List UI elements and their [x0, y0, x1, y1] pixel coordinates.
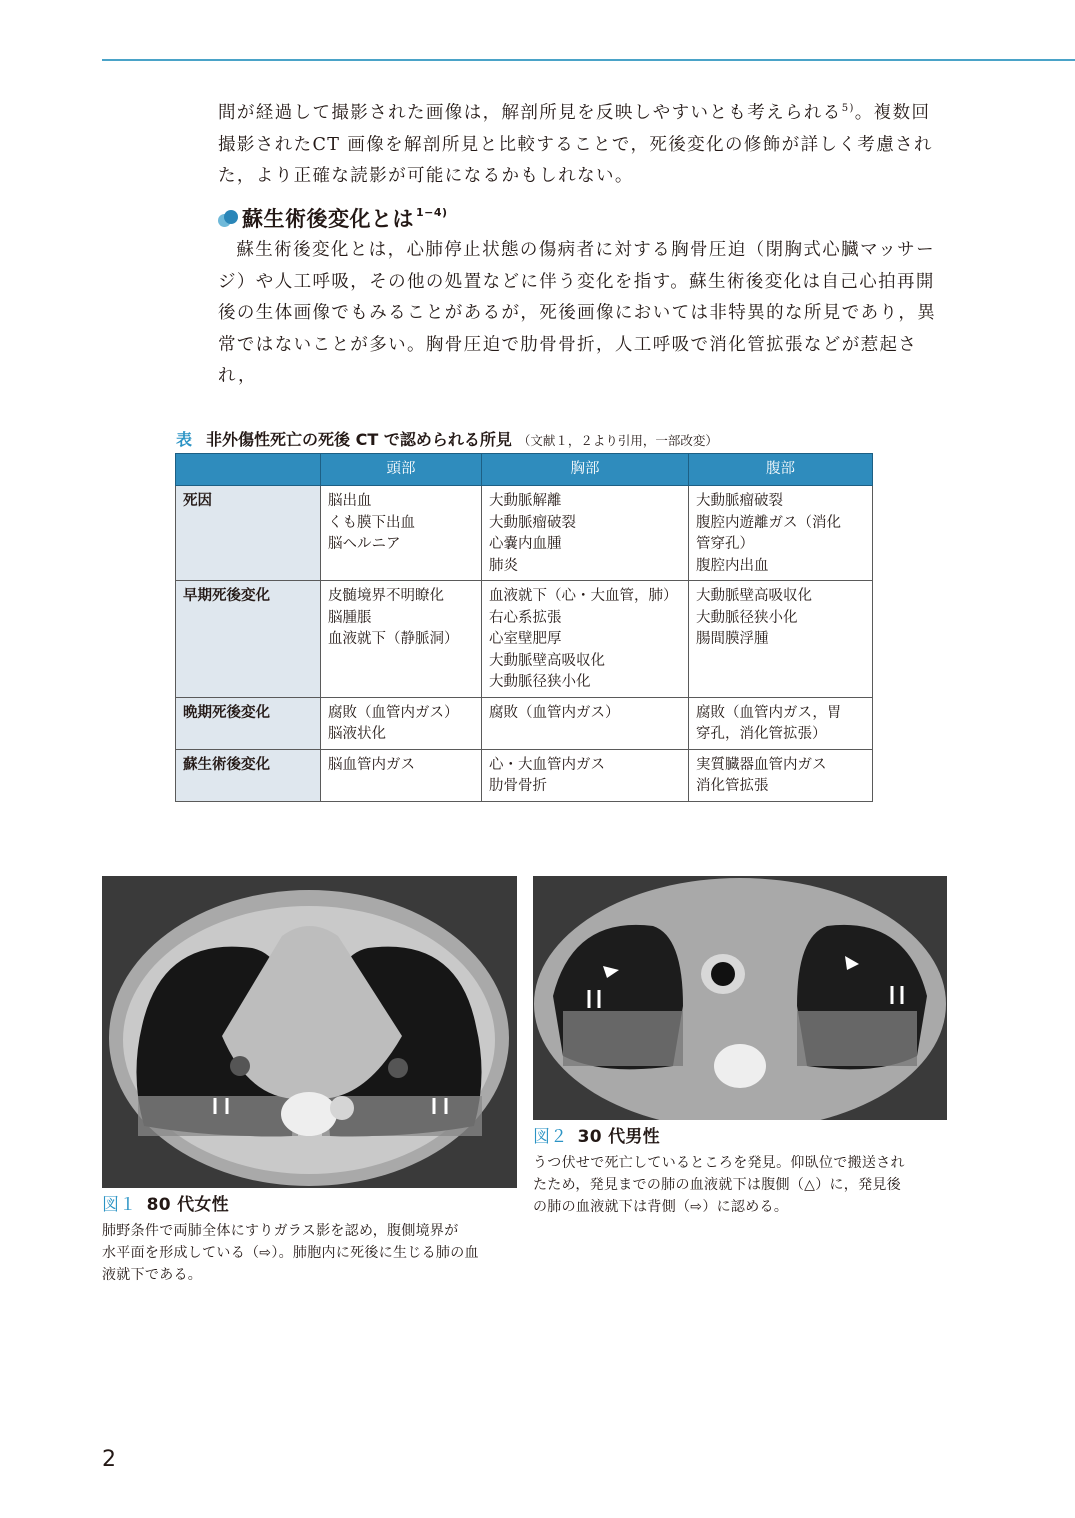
para1-line3: た，より正確な読影が可能になるかもしれない。	[218, 166, 634, 186]
cell-line: くも膜下出血	[328, 514, 415, 531]
top-rule	[102, 59, 1075, 61]
cell-line: 血液就下（静脈洞）	[328, 631, 459, 647]
row-label: 晩期死後変化	[176, 697, 321, 749]
figure-1-caption-line: 水平面を形成している（⇨）。肺胞内に死後に生じる肺の血	[102, 1245, 479, 1261]
cell-line: 血液就下（心・大血管，肺）	[489, 588, 678, 604]
cell-line: 腹腔内遊離ガス（消化	[696, 514, 841, 531]
cell-head	[321, 581, 482, 698]
cell-head	[321, 486, 482, 581]
cell-line: 皮髄境界不明瞭化	[328, 588, 444, 604]
figure-2-caption	[533, 1126, 953, 1218]
header-chest: 胸部	[482, 454, 689, 486]
table-title: 非外傷性死亡の死後 CT で認められる所見	[206, 430, 512, 449]
section-title: 蘇生術後変化とは	[242, 207, 414, 231]
row-label: 死因	[176, 486, 321, 581]
para2-line2: ジ）や人工呼吸，その他の処置などに伴う変化を指す。蘇生術後変化は自己心拍再開	[218, 271, 935, 292]
cell-head	[321, 697, 482, 749]
cell-chest	[482, 749, 689, 801]
para1-line1: 間が経過して撮影された画像は，解剖所見を反映しやすいとも考えられる	[218, 103, 842, 123]
figure-1-number: 図１	[102, 1195, 137, 1215]
cell-head	[321, 749, 482, 801]
cell-line: 大動脈瘤破裂	[696, 493, 783, 509]
cell-line: 肺炎	[489, 557, 518, 574]
figure-2-ct-image	[533, 876, 947, 1120]
cell-abdomen	[689, 697, 873, 749]
cell-line: 脳液状化	[328, 726, 386, 742]
row-label: 蘇生術後変化	[176, 749, 321, 801]
figure-1-caption-line: 液就下である。	[102, 1267, 203, 1283]
figure-1-caption-line: 肺野条件で両肺全体にすりガラス影を認め，腹側境界が	[102, 1223, 459, 1239]
cell-line: 大動脈瘤破裂	[489, 514, 576, 531]
para1-line2: 撮影されたCT 画像を解剖所見と比較することで，死後変化の修飾が詳しく考慮され	[218, 134, 933, 155]
para2-line3: 後の生体画像でもみることがあるが，死後画像においては非特異的な所見であり，異	[218, 303, 937, 323]
body-paragraph-2	[218, 235, 946, 393]
cell-line: 腐敗（血管内ガス，胃	[696, 704, 842, 721]
cell-abdomen	[689, 486, 873, 581]
cell-chest	[482, 486, 689, 581]
cell-chest	[482, 581, 689, 698]
cell-line: 脳腫脹	[328, 609, 372, 626]
cell-line: 脳ヘルニア	[328, 536, 401, 552]
cell-line: 大動脈径狭小化	[489, 674, 591, 690]
cell-line: 肋骨骨折	[489, 778, 547, 794]
figure-2-number: 図２	[533, 1127, 568, 1147]
cell-abdomen	[689, 749, 873, 801]
cell-line: 大動脈解離	[489, 493, 562, 509]
cell-line: 腐敗（血管内ガス）	[489, 704, 620, 721]
figure-1-title: 80 代女性	[146, 1195, 229, 1215]
table-row	[176, 486, 873, 581]
cell-line: 管穿孔）	[696, 536, 754, 552]
table-header-row	[176, 454, 873, 486]
cell-line: 脳血管内ガス	[328, 756, 415, 773]
table-caption	[176, 427, 718, 450]
header-abdomen: 腹部	[689, 454, 873, 486]
section-reference: 1−4)	[416, 206, 448, 219]
table-row	[176, 749, 873, 801]
cell-abdomen	[689, 581, 873, 698]
cell-line: 心嚢内血腫	[489, 536, 562, 552]
figure-2-title: 30 代男性	[577, 1127, 660, 1147]
page-number: 2	[102, 1447, 116, 1472]
findings-table	[175, 453, 873, 802]
cell-line: 大動脈壁高吸収化	[489, 652, 605, 669]
cell-line: 心室壁肥厚	[489, 631, 562, 647]
cell-line: 右心系拡張	[489, 609, 562, 626]
figure-1-ct-image	[102, 876, 517, 1188]
cell-line: 実質臓器血管内ガス	[696, 756, 827, 773]
figure-2-caption-line: たため，発見までの肺の血液就下は腹側（△）に，発見後	[533, 1177, 902, 1193]
cell-line: 消化管拡張	[696, 778, 769, 794]
para2-line1: 蘇生術後変化とは，心肺停止状態の傷病者に対する胸骨圧迫（閉胸式心臓マッサー	[236, 240, 935, 260]
para2-line4: 常ではないことが多い。胸骨圧迫で肋骨骨折，人工呼吸で消化管拡張などが惹起され，	[218, 334, 918, 386]
section-heading	[218, 203, 448, 233]
row-label: 早期死後変化	[176, 581, 321, 698]
cell-line: 大動脈径狭小化	[696, 609, 798, 626]
cell-line: 脳出血	[328, 493, 372, 509]
figure-2-caption-line: の肺の血液就下は背側（⇨）に認める。	[533, 1199, 789, 1215]
cell-line: 心・大血管内ガス	[489, 756, 605, 773]
cell-line: 大動脈壁高吸収化	[696, 588, 812, 604]
cell-line: 腹腔内出血	[696, 557, 769, 574]
header-empty	[176, 454, 321, 486]
para1-line1-end: 。複数回	[854, 103, 931, 123]
cell-line: 穿孔，消化管拡張）	[696, 726, 827, 742]
figure-2-caption-line: うつ伏せで死亡しているところを発見。仰臥位で搬送され	[533, 1155, 905, 1171]
para1-reference: 5)	[841, 103, 855, 115]
body-paragraph-1	[218, 98, 946, 193]
header-head: 頭部	[321, 454, 482, 486]
cell-line: 腸間膜浮腫	[696, 631, 769, 647]
table-source: （文献１，２より引用，一部改変）	[517, 433, 718, 448]
cell-chest	[482, 697, 689, 749]
table-label: 表	[176, 430, 193, 449]
table-row	[176, 581, 873, 698]
cell-line: 腐敗（血管内ガス）	[328, 704, 459, 721]
figure-1-caption	[102, 1194, 517, 1286]
section-bullet-icon	[218, 208, 238, 228]
table-row	[176, 697, 873, 749]
